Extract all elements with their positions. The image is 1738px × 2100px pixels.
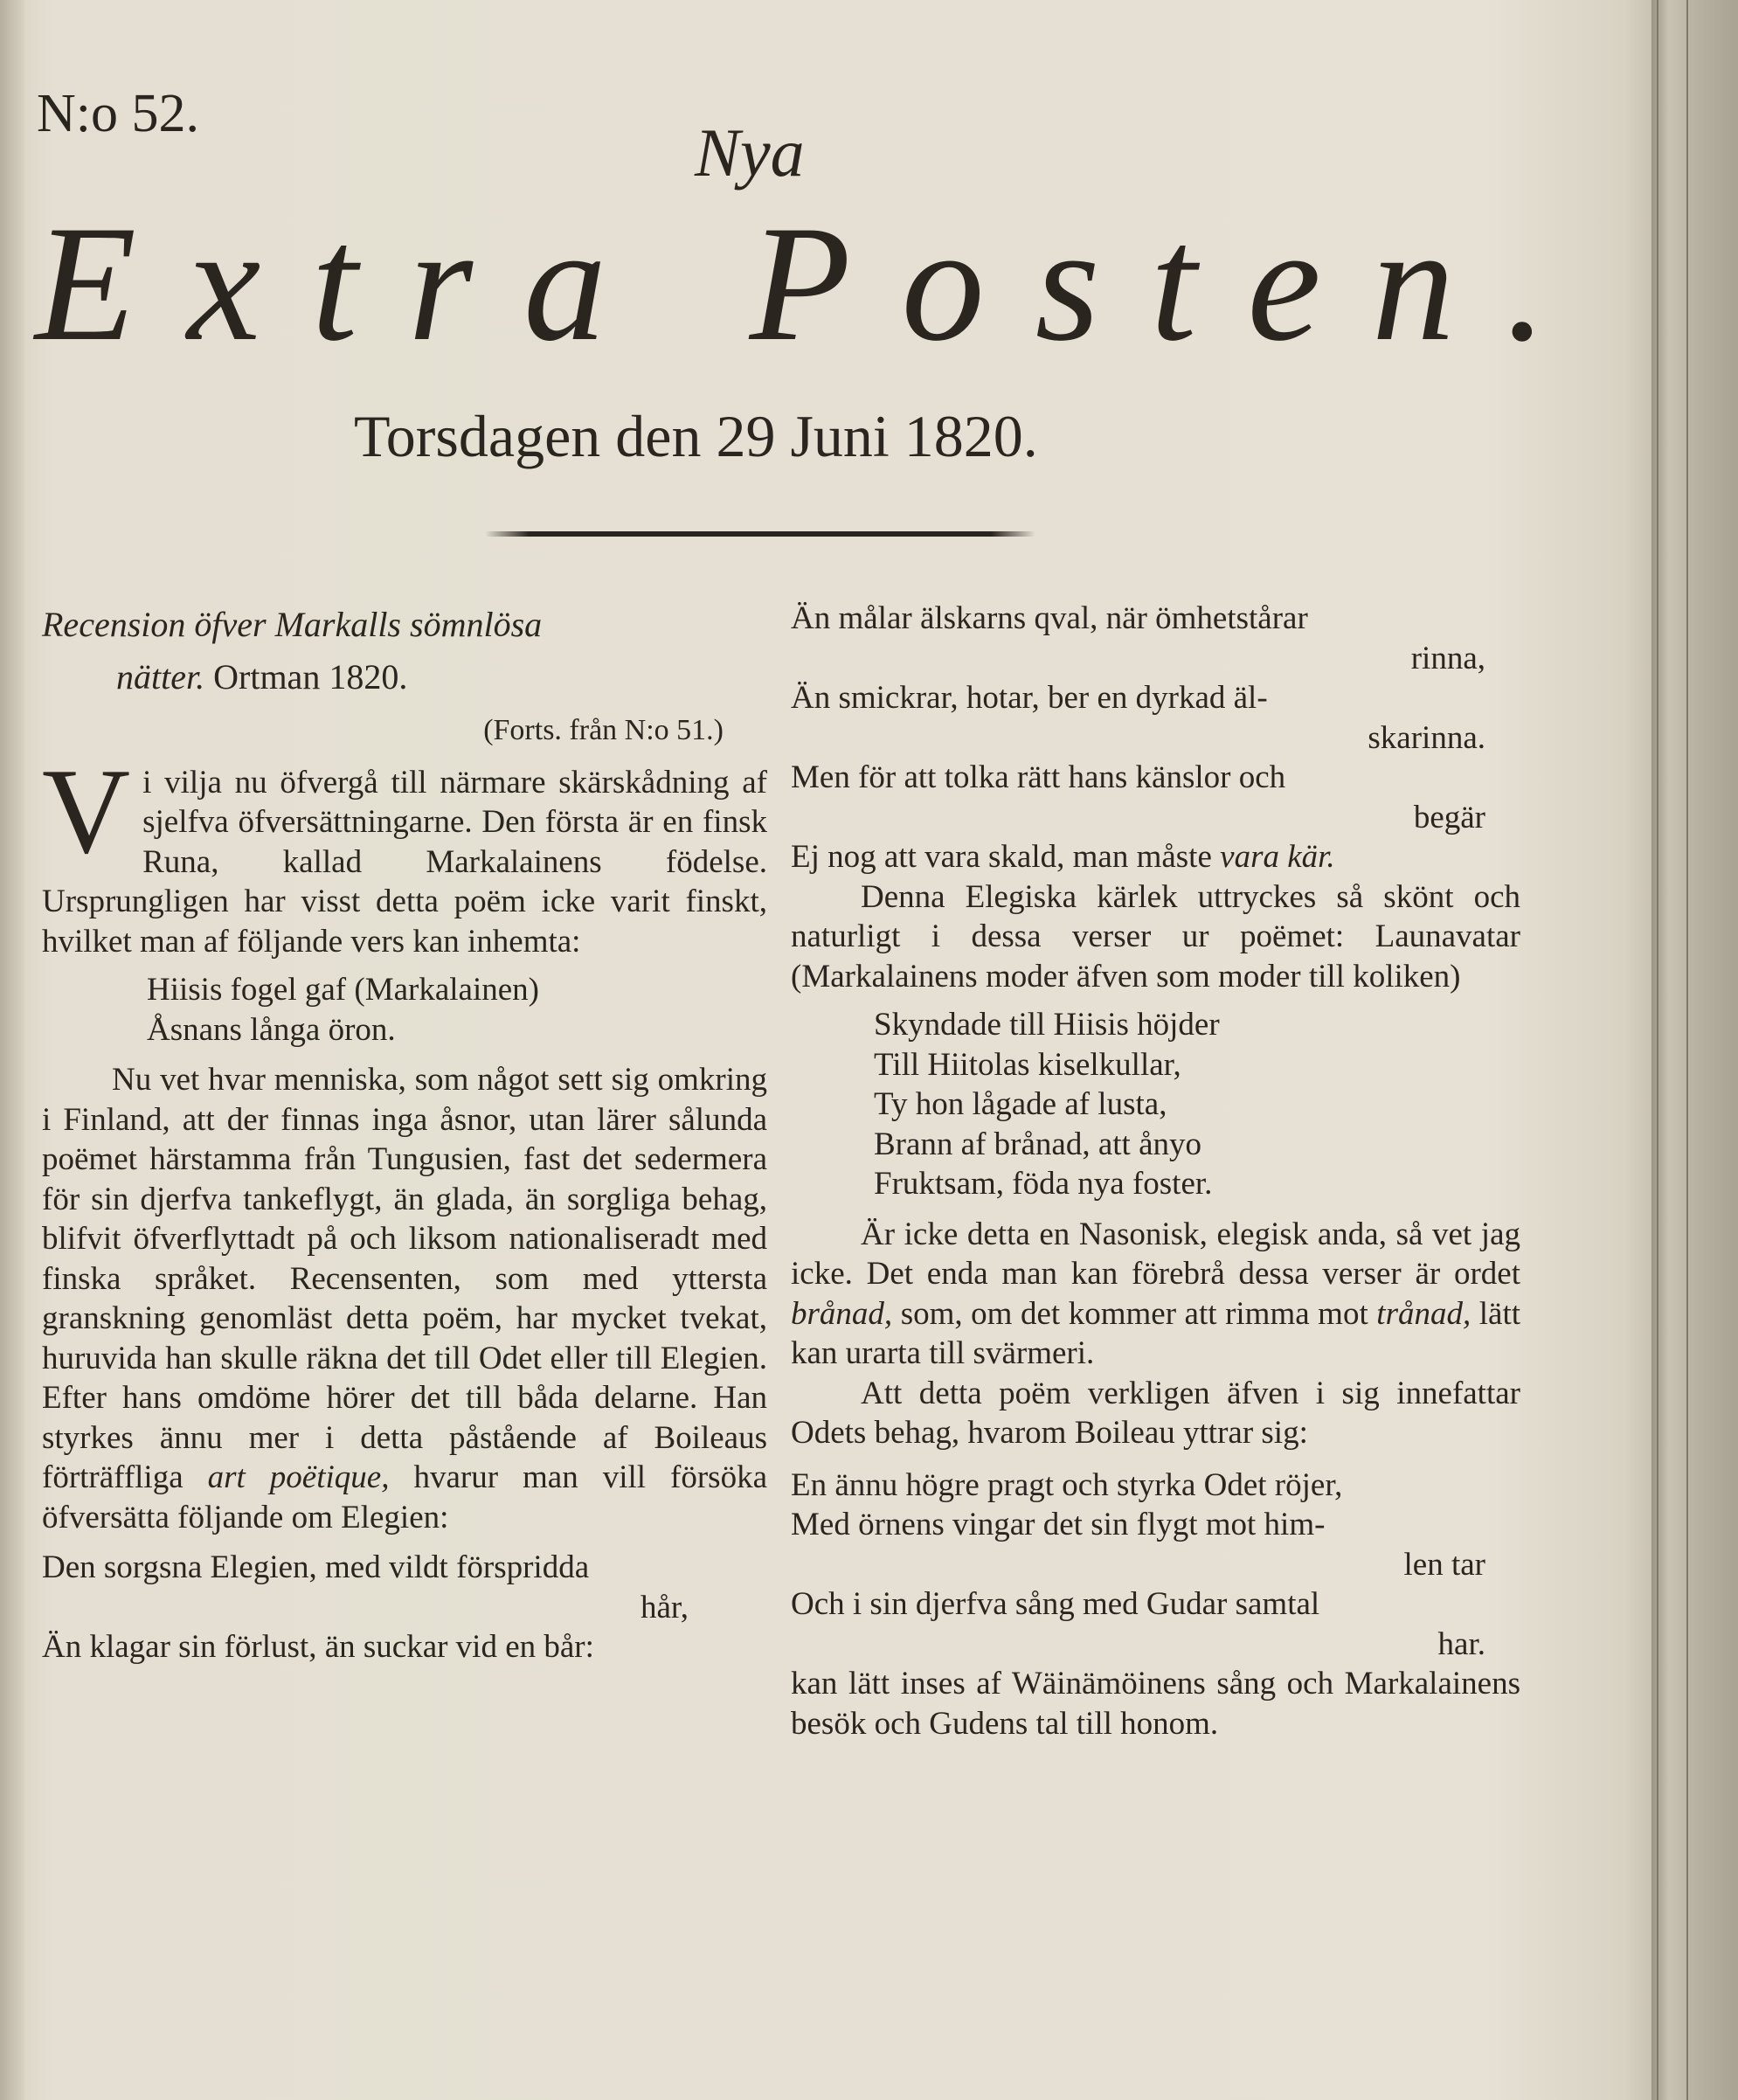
book-spine: [1651, 0, 1738, 2100]
issue-number: N:o 52.: [37, 84, 199, 143]
couplet-line: Den sorgsna Elegien, med vildt förspridda: [42, 1549, 590, 1585]
verse-line: Skyndade till Hiisis höjder: [874, 1007, 1220, 1043]
page-left-edge: [0, 0, 24, 2100]
couplet-continuation: har.: [1437, 1625, 1485, 1662]
couplet-line: Men för att tolka rätt hans känslor och: [791, 759, 1286, 795]
right-paragraph-2-b: som, om det kommer att rimma mot: [900, 1295, 1368, 1332]
verse-line: Till Hiitolas kiselkullar,: [874, 1046, 1181, 1083]
left-paragraph-2-text: Nu vet hvar menniska, som något sett sig omkring i Finland, att der finnas inga åsnor, utan lärer sålunda poëmet härstamma från Tungusien, fast det sedermera för sin djerfva tankeflygt, än glada, än sorgliga behag, blifvit öfverflyttadt på och liksom nationaliseradt med finska språket. Recensenten, som med yttersta granskning genomläst detta poëm, har mycket tvekat, huruvida han skulle räkna det till Odet eller till Elegien. Efter hans omdöme hörer det till båda delarne. Han styrkes ännu mer i detta påstående af Boileaus förträffliga: [42, 1062, 767, 1495]
couplet-line: Än smickrar, hotar, ber en dyrkad äl-: [791, 680, 1268, 716]
right-paragraph-4: kan lätt inses af Wäinämöinens sång och Markalainens besök och Gudens tal till honom.: [791, 1666, 1520, 1742]
couplet-last-plain: Ej nog att vara skald, man måste: [791, 839, 1212, 875]
spine-line: [1657, 0, 1658, 2100]
verse-line: Åsnans långa öron.: [147, 1011, 396, 1048]
left-couplet: [42, 1548, 767, 1667]
left-paragraph-2-italic: art poëtique,: [207, 1459, 390, 1495]
issue-date: Torsdagen den 29 Juni 1820.: [354, 403, 1038, 469]
right-paragraph-2-italic-1: brånad,: [791, 1295, 893, 1332]
left-paragraph-2: [42, 1060, 767, 1537]
right-verse: [791, 1005, 1520, 1204]
couplet-continuation: skarinna.: [1368, 719, 1485, 756]
right-couplet-1: [791, 599, 1520, 877]
verse-line: Ty hon lågade af lusta,: [874, 1086, 1167, 1122]
couplet-continuation: len tar: [1403, 1546, 1485, 1583]
couplet-continuation: begär: [1413, 799, 1485, 835]
spine-line: [1686, 0, 1688, 2100]
right-paragraph-2-a: Är icke detta en Nasonisk, elegisk anda, så vet jag icke. Det enda man kan förebrå dessa verser är ordet: [791, 1216, 1520, 1292]
couplet-line: Med örnens vingar det sin flygt mot him-: [791, 1507, 1326, 1542]
right-paragraph-2-italic-2: trånad,: [1376, 1295, 1471, 1332]
heading-italic-line1: Recension öfver Markalls sömnlösa: [42, 605, 543, 644]
couplet-line: Än målar älskarns qval, när ömhetstårar: [791, 600, 1308, 636]
couplet-continuation: rinna,: [1410, 640, 1485, 676]
left-paragraph-1: [42, 743, 767, 962]
right-paragraph-2: [791, 1215, 1520, 1374]
right-paragraph-3: Att detta poëm verkligen äfven i sig innefattar Odets behag, hvarom Boileau yttrar sig:: [791, 1375, 1520, 1451]
masthead-nya: Nya: [695, 114, 805, 191]
couplet-line-last: [791, 837, 1520, 877]
left-paragraph-1-text: i vilja nu öfvergå till närmare skärskådning af sjelfva öfversättningarne. Den första är en finsk Runa, kallad Markalainens födelse. Ursprungligen har visst detta poëm icke varit finskt, hvilket man af följande vers kan inhemta:: [42, 764, 767, 960]
heading-line2: [42, 651, 767, 703]
article-heading: [42, 599, 767, 703]
drop-cap: V: [42, 743, 131, 879]
verse-line: Fruktsam, föda nya foster.: [874, 1166, 1213, 1202]
right-paragraph-2-c: lätt kan urarta till svärmeri.: [791, 1295, 1521, 1371]
right-paragraph-1: Denna Elegiska kärlek uttryckes så skönt och naturligt i dessa verser ur poëmet: Launavatar (Markalainens moder äfven som moder till koliken): [791, 878, 1520, 995]
left-verse: [42, 970, 767, 1050]
couplet-last-italic: vara kär.: [1220, 839, 1335, 875]
left-column: [42, 599, 767, 1667]
couplet-line: En ännu högre pragt och styrka Odet röjer,: [791, 1466, 1343, 1503]
couplet-line: Än klagar sin förlust, än suckar vid en bår:: [42, 1629, 594, 1665]
masthead-title: Extra Posten.: [35, 192, 1598, 376]
verse-line: Hiisis fogel gaf (Markalainen): [147, 972, 539, 1008]
heading-author: Ortman 1820.: [213, 657, 408, 697]
couplet-line: Och i sin djerfva sång med Gudar samtal: [791, 1586, 1320, 1622]
left-paragraph-2-end: hvarur man vill försöka öfversätta följande om Elegien:: [42, 1459, 767, 1535]
right-couplet-2: [791, 1466, 1520, 1665]
masthead-rule: [485, 531, 1035, 537]
heading-italic-line2: nätter.: [116, 657, 205, 697]
continued-note: (Forts. från N:o 51.): [483, 714, 724, 746]
verse-line: Brann af brånad, att ånyo: [874, 1126, 1201, 1162]
right-column: [791, 599, 1520, 1743]
couplet-continuation: hår,: [640, 1589, 689, 1625]
